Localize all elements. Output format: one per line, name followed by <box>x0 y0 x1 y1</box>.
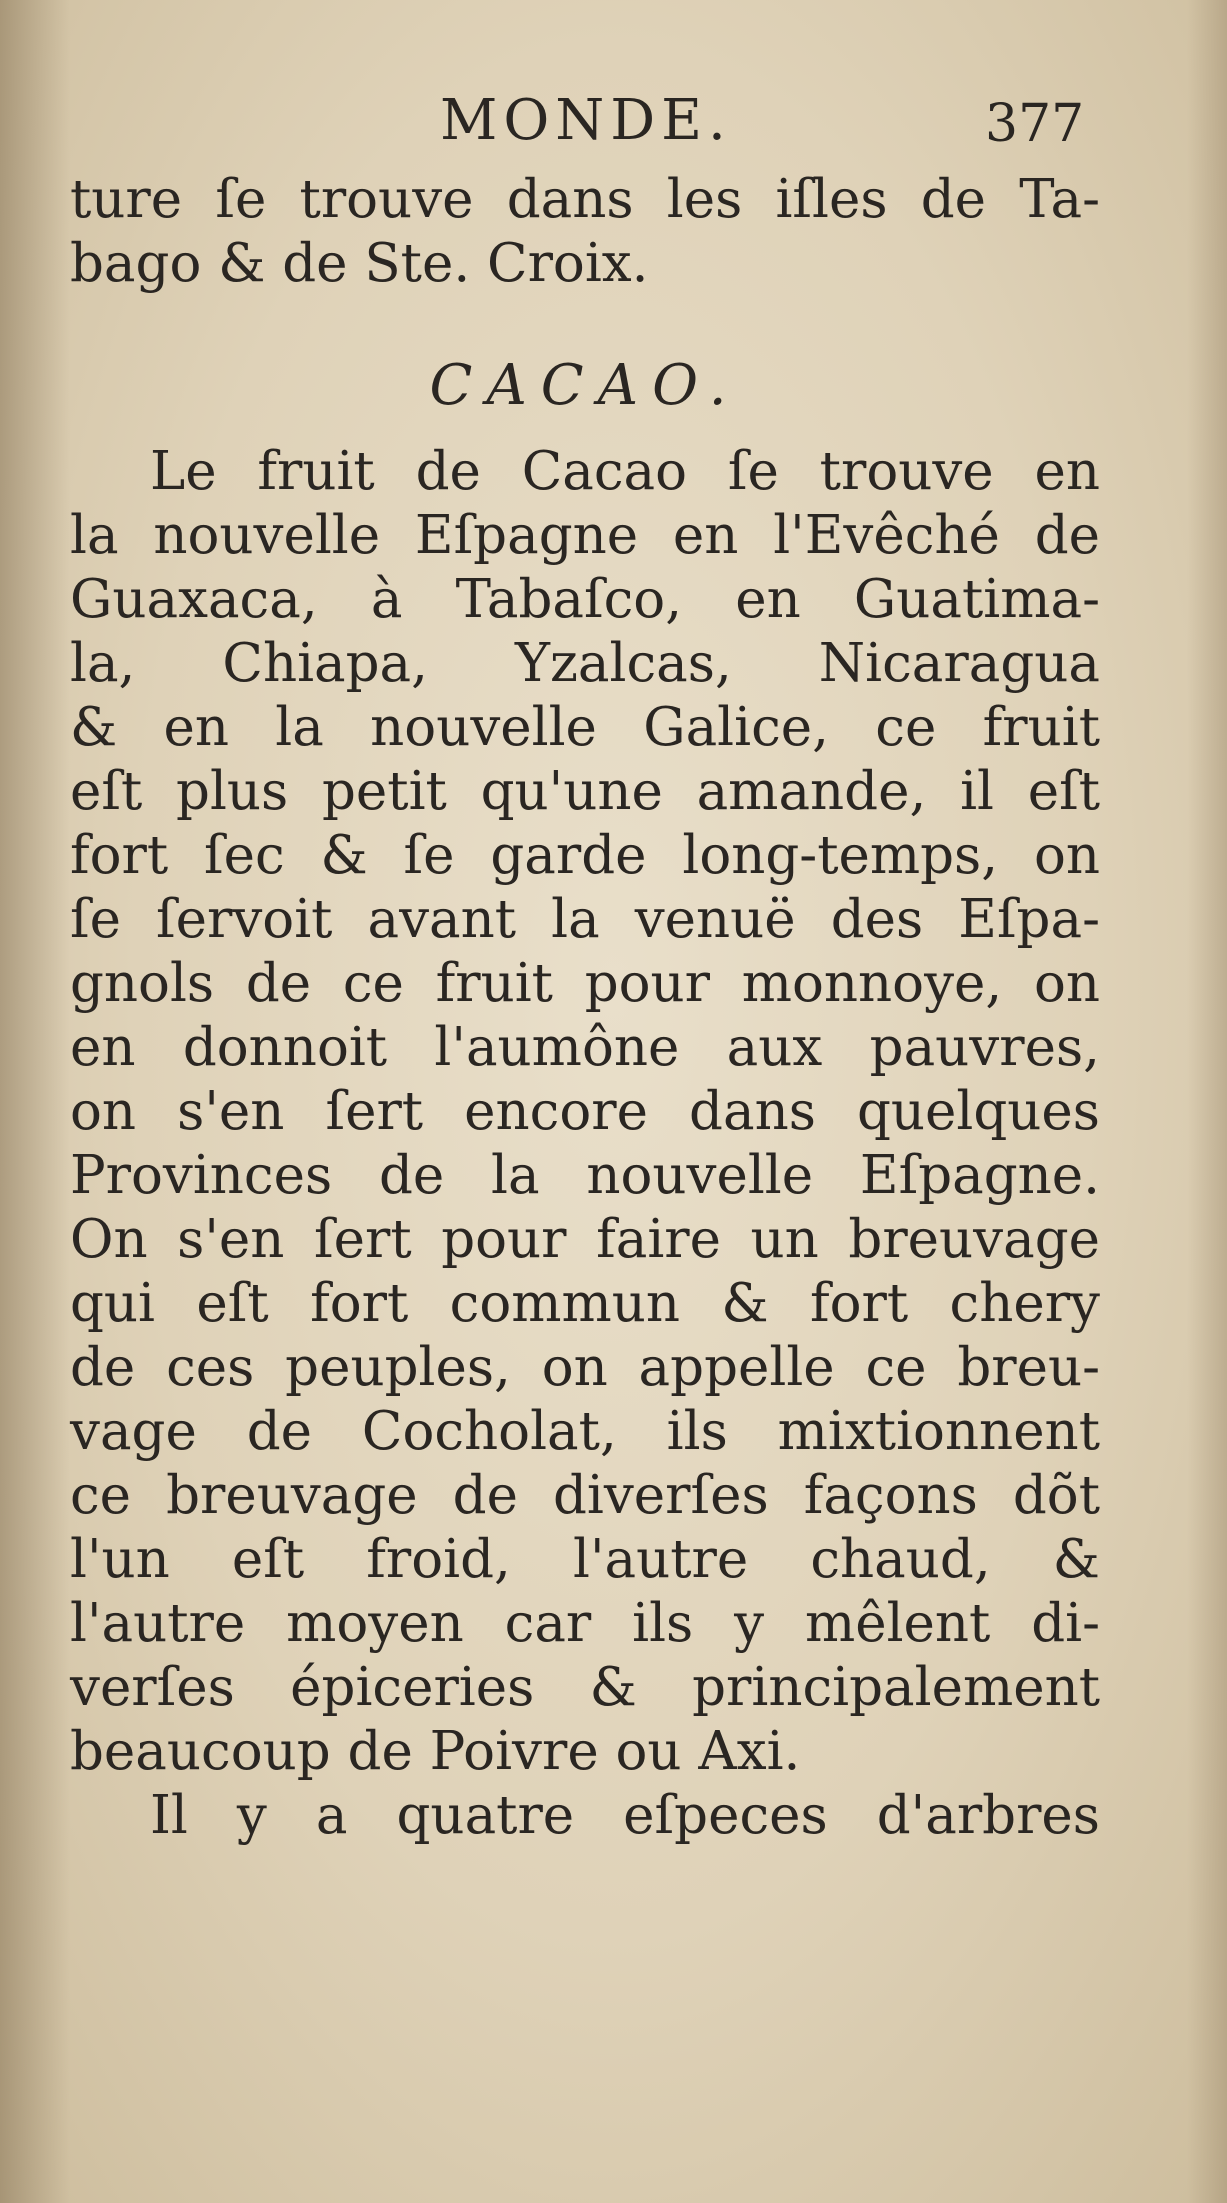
page-edge-shadow <box>1187 0 1227 2203</box>
text-line: en donnoit l'aumône aux pauvres, <box>70 1017 1100 1078</box>
page-header <box>0 88 1227 168</box>
running-head: MONDE. <box>440 88 732 153</box>
text-line: Le fruit de Cacao ſe trouve en <box>150 441 1100 502</box>
text-line: gnols de ce fruit pour monnoye, on <box>70 953 1100 1014</box>
text-line: vage de Cocholat, ils mixtionnent <box>70 1401 1100 1462</box>
text-line: ſe ſervoit avant la venuë des Eſpa- <box>70 889 1100 950</box>
text-line: qui eſt fort commun & fort chery <box>70 1273 1100 1334</box>
text-line: beaucoup de Poivre ou Axi. <box>70 1721 801 1782</box>
text-line: la nouvelle Eſpagne en l'Evêché de <box>70 505 1100 566</box>
text-line: On s'en ſert pour faire un breuvage <box>70 1209 1100 1270</box>
page-number: 377 <box>985 94 1085 154</box>
text-line: ce breuvage de diverſes façons dõt <box>70 1465 1100 1526</box>
text-line: on s'en ſert encore dans quelques <box>70 1081 1100 1142</box>
text-line: Provinces de la nouvelle Eſpagne. <box>70 1145 1100 1206</box>
text-line: Guaxaca, à Tabaſco, en Guatima- <box>70 569 1100 630</box>
paragraph <box>70 1784 1100 1848</box>
text-line: eſt plus petit qu'une amande, il eſt <box>70 761 1100 822</box>
text-line: Il y a quatre eſpeces d'arbres <box>150 1785 1100 1846</box>
text-line: & en la nouvelle Galice, ce fruit <box>70 697 1100 758</box>
text-line: de ces peuples, on appelle ce breu- <box>70 1337 1100 1398</box>
text-line: l'autre moyen car ils y mêlent di- <box>70 1593 1100 1654</box>
text-line: l'un eſt froid, l'autre chaud, & <box>70 1529 1100 1590</box>
text-line: fort ſec & ſe garde long-temps, on <box>70 825 1100 886</box>
text-line: bago & de Ste. Croix. <box>70 233 649 294</box>
section-heading: CACAO. <box>429 353 741 418</box>
text-line: verſes épiceries & principalement <box>70 1657 1100 1718</box>
text-line: ture ſe trouve dans les iſles de Ta- <box>70 169 1100 230</box>
paragraph <box>70 440 1100 1784</box>
text-line: la, Chiapa, Yzalcas, Nicaragua <box>70 633 1100 694</box>
body-text <box>70 168 1100 1848</box>
gutter-shadow <box>0 0 70 2203</box>
